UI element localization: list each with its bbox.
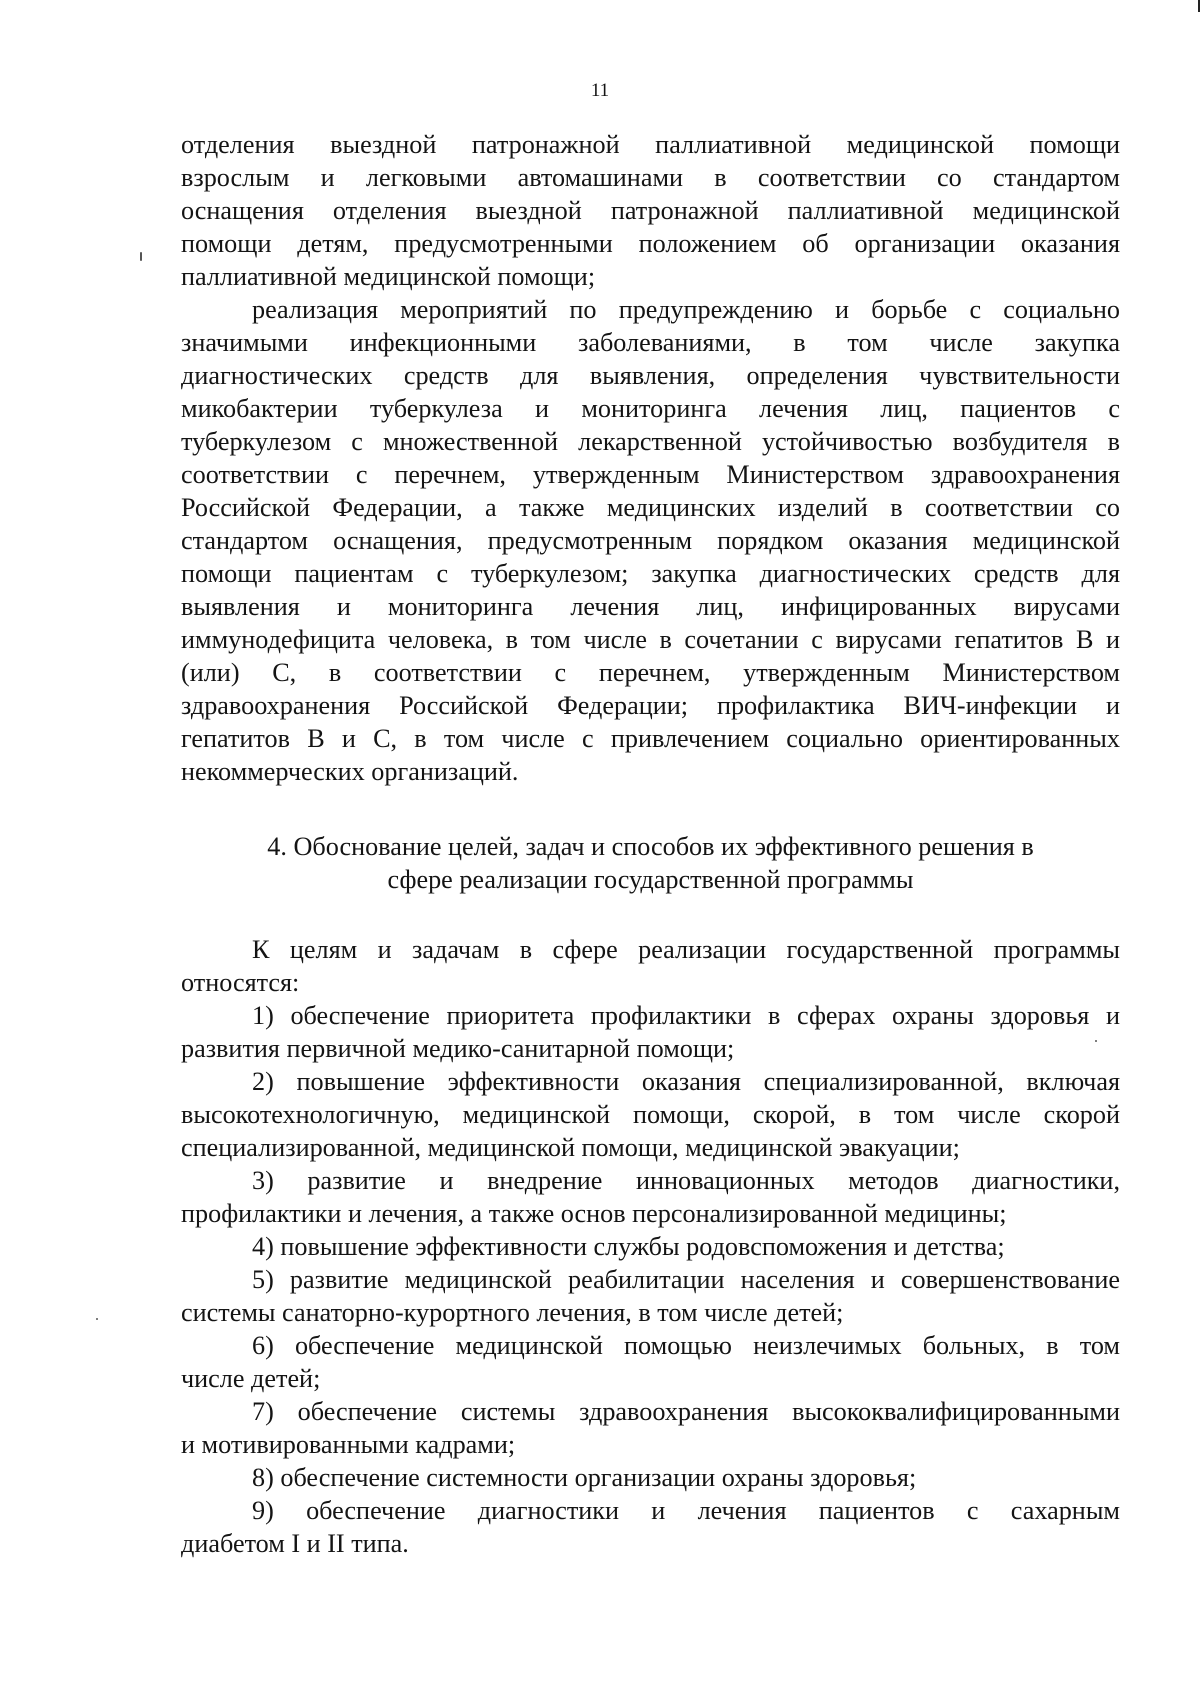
text-line: туберкулезом с множественной лекарственной устойчивостью возбудителя в: [181, 427, 1120, 456]
text-line: реализация мероприятий по предупреждению и борьбе с социально: [252, 295, 1120, 324]
scan-speck: [140, 252, 142, 261]
intro-paragraph: [181, 933, 1120, 999]
text-line: 2) повышение эффективности оказания специализированной, включая: [252, 1067, 1120, 1096]
text-line: 3) развитие и внедрение инновационных методов диагностики,: [252, 1166, 1120, 1195]
page-number: 11: [590, 80, 610, 101]
list-item: [181, 1461, 1120, 1494]
scan-speck: [96, 1318, 98, 1320]
text-line: числе детей;: [181, 1364, 321, 1393]
list-item: [181, 999, 1120, 1065]
text-line: специализированной, медицинской помощи, медицинской эвакуации;: [181, 1133, 960, 1162]
text-line: 4) повышение эффективности службы родовспоможения и детства;: [252, 1232, 1005, 1261]
text-line: здравоохранения Российской Федерации; профилактика ВИЧ-инфекции и: [181, 691, 1120, 720]
text-line: 7) обеспечение системы здравоохранения высококвалифицированными: [252, 1397, 1120, 1426]
section-title-line: сфере реализации государственной программы: [387, 865, 914, 894]
text-line: выявления и мониторинга лечения лиц, инфицированных вирусами: [181, 592, 1120, 621]
section-title-line: 4. Обоснование целей, задач и способов их эффективного решения в: [267, 832, 1034, 861]
text-line: взрослым и легковыми автомашинами в соответствии со стандартом: [181, 163, 1120, 192]
text-line: относятся:: [181, 968, 300, 997]
text-line: паллиативной медицинской помощи;: [181, 262, 596, 291]
text-line: микобактерии туберкулеза и мониторинга лечения лиц, пациентов с: [181, 394, 1120, 423]
text-line: Российской Федерации, а также медицинских изделий в соответствии со: [181, 493, 1120, 522]
text-line: 9) обеспечение диагностики и лечения пациентов с сахарным: [252, 1496, 1120, 1525]
text-line: К целям и задачам в сфере реализации государственной программы: [252, 935, 1120, 964]
text-line: значимыми инфекционными заболеваниями, в том числе закупка: [181, 328, 1120, 357]
text-line: (или) С, в соответствии с перечнем, утвержденным Министерством: [181, 658, 1120, 687]
text-line: отделения выездной патронажной паллиативной медицинской помощи: [181, 130, 1120, 159]
text-line: высокотехнологичную, медицинской помощи, скорой, в том числе скорой: [181, 1100, 1120, 1129]
text-line: профилактики и лечения, а также основ персонализированной медицины;: [181, 1199, 1007, 1228]
text-line: иммунодефицита человека, в том числе в сочетании с вирусами гепатитов В и: [181, 625, 1120, 654]
text-line: и мотивированными кадрами;: [181, 1430, 516, 1459]
text-line: 6) обеспечение медицинской помощью неизлечимых больных, в том: [252, 1331, 1120, 1360]
list-item: [181, 1164, 1120, 1230]
text-line: соответствии с перечнем, утвержденным Министерством здравоохранения: [181, 460, 1120, 489]
text-line: диагностических средств для выявления, определения чувствительности: [181, 361, 1120, 390]
paragraph-1: [181, 128, 1120, 293]
list-item: [181, 1395, 1120, 1461]
text-line: помощи пациентам с туберкулезом; закупка диагностических средств для: [181, 559, 1120, 588]
paragraph-2: [181, 293, 1120, 788]
text-line: 8) обеспечение системности организации охраны здоровья;: [252, 1463, 917, 1492]
section-heading: [181, 830, 1120, 896]
text-line: некоммерческих организаций.: [181, 757, 519, 786]
text-line: 1) обеспечение приоритета профилактики в сферах охраны здоровья и: [252, 1001, 1120, 1030]
goals-list: [181, 999, 1120, 1560]
text-line: гепатитов В и С, в том числе с привлечением социально ориентированных: [181, 724, 1120, 753]
list-item: [181, 1065, 1120, 1164]
text-line: помощи детям, предусмотренными положением об организации оказания: [181, 229, 1120, 258]
list-item: [181, 1494, 1120, 1560]
text-line: 5) развитие медицинской реабилитации населения и совершенствование: [252, 1265, 1120, 1294]
text-line: системы санаторно-курортного лечения, в том числе детей;: [181, 1298, 844, 1327]
text-line: стандартом оснащения, предусмотренным порядком оказания медицинской: [181, 526, 1120, 555]
list-item: [181, 1230, 1120, 1263]
text-line: развития первичной медико-санитарной помощи;: [181, 1034, 735, 1063]
list-item: [181, 1263, 1120, 1329]
text-line: оснащения отделения выездной патронажной паллиативной медицинской: [181, 196, 1120, 225]
document-body: [181, 128, 1120, 1560]
list-item: [181, 1329, 1120, 1395]
text-line: диабетом I и II типа.: [181, 1529, 409, 1558]
